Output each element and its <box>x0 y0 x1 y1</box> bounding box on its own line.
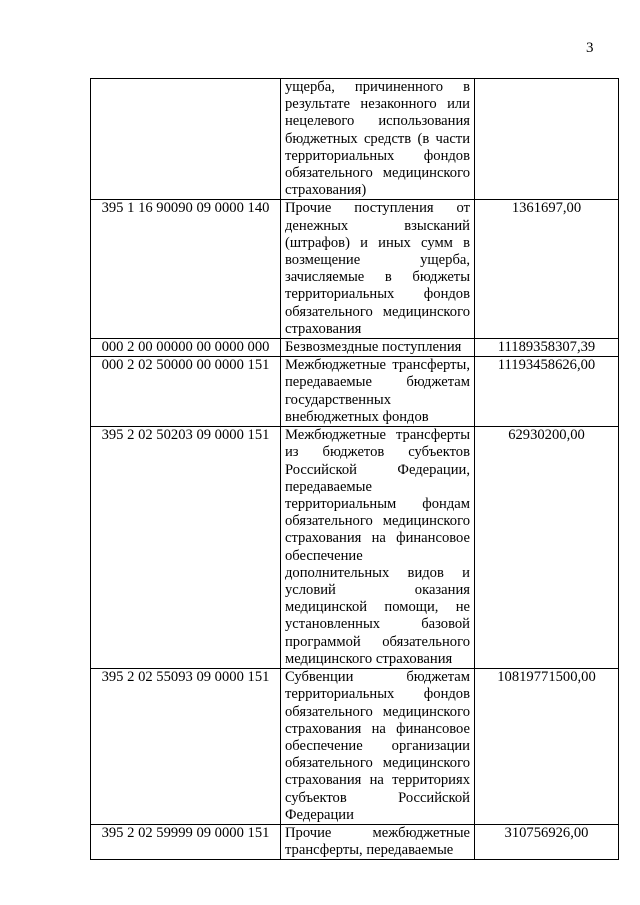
description-cell: Прочие поступления от денежных взысканий (штрафов) и иных сумм в возмещение ущерба, зачисляемые в бюджеты территориальных фондов обязательного медицинского страхования <box>281 200 475 339</box>
table-row <box>91 357 619 427</box>
amount-cell: 310756926,00 <box>475 824 619 859</box>
table-row <box>91 200 619 339</box>
budget-code-cell: 395 2 02 59999 09 0000 151 <box>91 824 281 859</box>
description-cell: Безвозмездные поступления <box>281 339 475 357</box>
amount-cell: 1361697,00 <box>475 200 619 339</box>
budget-code-cell <box>91 79 281 200</box>
budget-code-cell: 395 2 02 50203 09 0000 151 <box>91 427 281 669</box>
amount-cell: 11189358307,39 <box>475 339 619 357</box>
description-cell: Прочие межбюджетные трансферты, передаваемые <box>281 824 475 859</box>
description-cell: Субвенции бюджетам территориальных фондов обязательного медицинского страхования на финансовое обеспечение организации обязательного медицинского страхования на территориях субъектов Российской Федерации <box>281 669 475 825</box>
amount-cell: 10819771500,00 <box>475 669 619 825</box>
budget-code-cell: 395 2 02 55093 09 0000 151 <box>91 669 281 825</box>
amount-cell <box>475 79 619 200</box>
description-cell: ущерба, причиненного в результате незаконного или нецелевого использования бюджетных средств (в части территориальных фондов обязательного медицинского страхования) <box>281 79 475 200</box>
description-cell: Межбюджетные трансферты, передаваемые бюджетам государственных внебюджетных фондов <box>281 357 475 427</box>
amount-cell: 11193458626,00 <box>475 357 619 427</box>
budget-revenue-table <box>90 78 619 860</box>
budget-code-cell: 000 2 00 00000 00 0000 000 <box>91 339 281 357</box>
table-row <box>91 427 619 669</box>
amount-cell: 62930200,00 <box>475 427 619 669</box>
budget-code-cell: 395 1 16 90090 09 0000 140 <box>91 200 281 339</box>
table-row <box>91 79 619 200</box>
table-row <box>91 339 619 357</box>
table-row <box>91 669 619 825</box>
budget-code-cell: 000 2 02 50000 00 0000 151 <box>91 357 281 427</box>
page-number: 3 <box>586 40 594 56</box>
table-row <box>91 824 619 859</box>
description-cell: Межбюджетные трансферты из бюджетов субъектов Российской Федерации, передаваемые территориальным фондам обязательного медицинского страхования на финансовое обеспечение дополнительных видов и условий оказания медицинской помощи, не установленных базовой программой обязательного медицинского страхования <box>281 427 475 669</box>
